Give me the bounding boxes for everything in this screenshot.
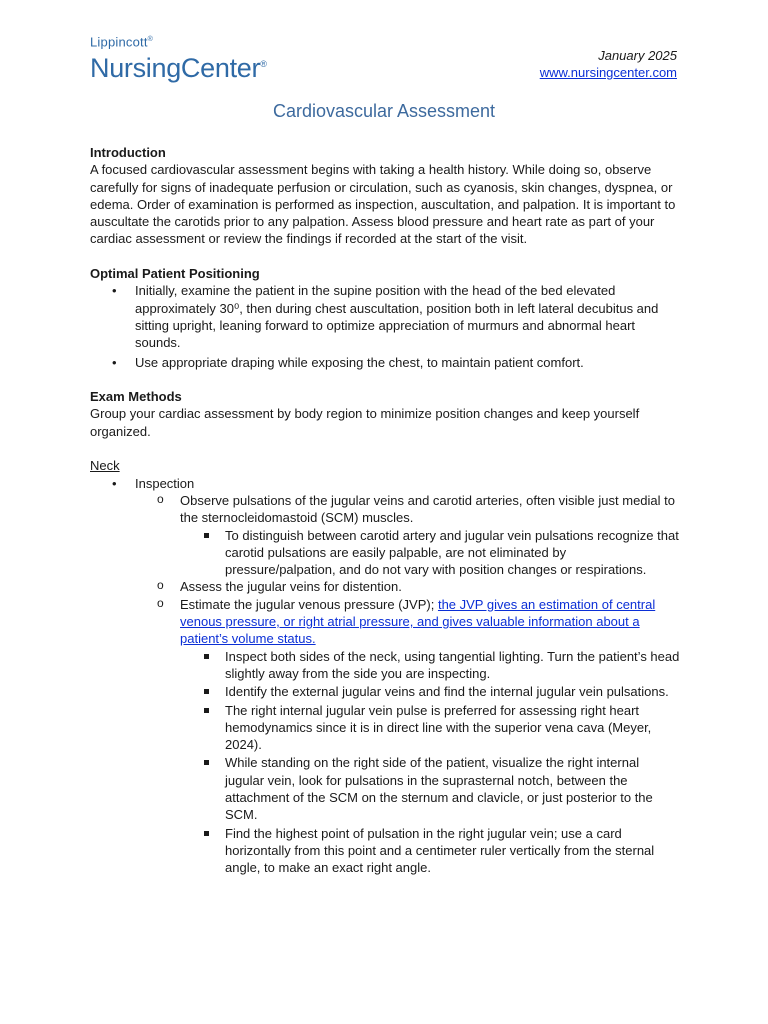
introduction-heading: Introduction	[90, 145, 166, 160]
jvp-link[interactable]: the JVP gives an estimation of central venous pressure, or right atrial pressure, and gives valuable information about a patient’s volume status.	[180, 596, 656, 647]
list-item: Find the highest point of pulsation in the right jugular vein; use a card horizontally from this point and a centimeter ruler vertically from the sternal angle, to make an exact right angle.	[180, 825, 680, 877]
introduction-text: A focused cardiovascular assessment begins with taking a health history. While doing so, observe carefully for signs of inadequate perfusion or circulation, such as cyanosis, skin changes, dyspnea, or edema. Order of examination is performed as inspection, auscultation, and palpation. It is important to auscultate the carotids prior to any palpation. Assess blood pressure and heart rate as part of your cardiac assessment or review the findings if recorded at the start of the visit.	[90, 162, 676, 247]
inspection-sublist	[135, 492, 680, 877]
list-item: The right internal jugular vein pulse is preferred for assessing right heart hemodynamics since it is in direct line with the superior vena cava (Meyer, 2024).	[180, 702, 680, 754]
jvp-steps-list	[180, 648, 680, 877]
list-item: Inspect both sides of the neck, using tangential lighting. Turn the patient’s head slightly away from the side you are inspecting.	[180, 648, 680, 683]
jvp-text: Estimate the jugular venous pressure (JVP);	[180, 596, 438, 612]
lippincott-nursingcenter-logo[interactable]	[90, 32, 267, 83]
positioning-list	[90, 282, 680, 370]
list-item	[135, 492, 680, 578]
list-item	[135, 596, 680, 877]
positioning-heading: Optimal Patient Positioning	[90, 266, 260, 282]
observe-sublist	[180, 527, 680, 579]
document-body	[90, 144, 680, 876]
header-meta	[540, 47, 677, 81]
document-date: January 2025	[598, 48, 677, 63]
list-item: Identify the external jugular veins and find the internal jugular vein pulsations.	[180, 683, 680, 700]
logo-top-text: Lippincott®	[90, 34, 154, 50]
neck-heading: Neck	[90, 458, 120, 474]
list-item: To distinguish between carotid artery and jugular vein pulsations recognize that carotid pulsations are easily palpable, are not eliminated by pressure/palpation, and do not vary with position changes or respirations.	[180, 527, 680, 579]
list-item	[90, 475, 680, 877]
list-item: • Use appropriate draping while exposing the chest, to maintain patient comfort.	[90, 354, 680, 371]
list-item: • Initially, examine the patient in the supine position with the head of the bed elevated approximately 30⁰, then during chest auscultation, position both in left lateral decubitus and sitting upright, leaning forward to optimize appreciation of murmurs and abnormal heart sounds.	[90, 282, 680, 351]
list-item: o Assess the jugular veins for distention.	[135, 578, 680, 595]
observe-text: Observe pulsations of the jugular veins and carotid arteries, often visible just medial to the sternocleidomastoid (SCM) muscles.	[180, 492, 675, 526]
list-item: While standing on the right side of the patient, visualize the right internal jugular vein, look for pulsations in the suprasternal notch, between the attachment of the SCM on the sternum and clavicle, or just posterior to the SCM.	[180, 754, 680, 823]
exam-methods-heading: Exam Methods	[90, 389, 182, 405]
neck-list	[90, 475, 680, 877]
website-link[interactable]: www.nursingcenter.com	[539, 65, 677, 80]
inspection-label: Inspection	[135, 475, 195, 491]
document-title: Cardiovascular Assessment	[272, 101, 496, 121]
exam-methods-text: Group your cardiac assessment by body region to minimize position changes and keep yourself organized.	[90, 406, 640, 439]
logo-bottom-text: NursingCenter®	[90, 53, 267, 84]
